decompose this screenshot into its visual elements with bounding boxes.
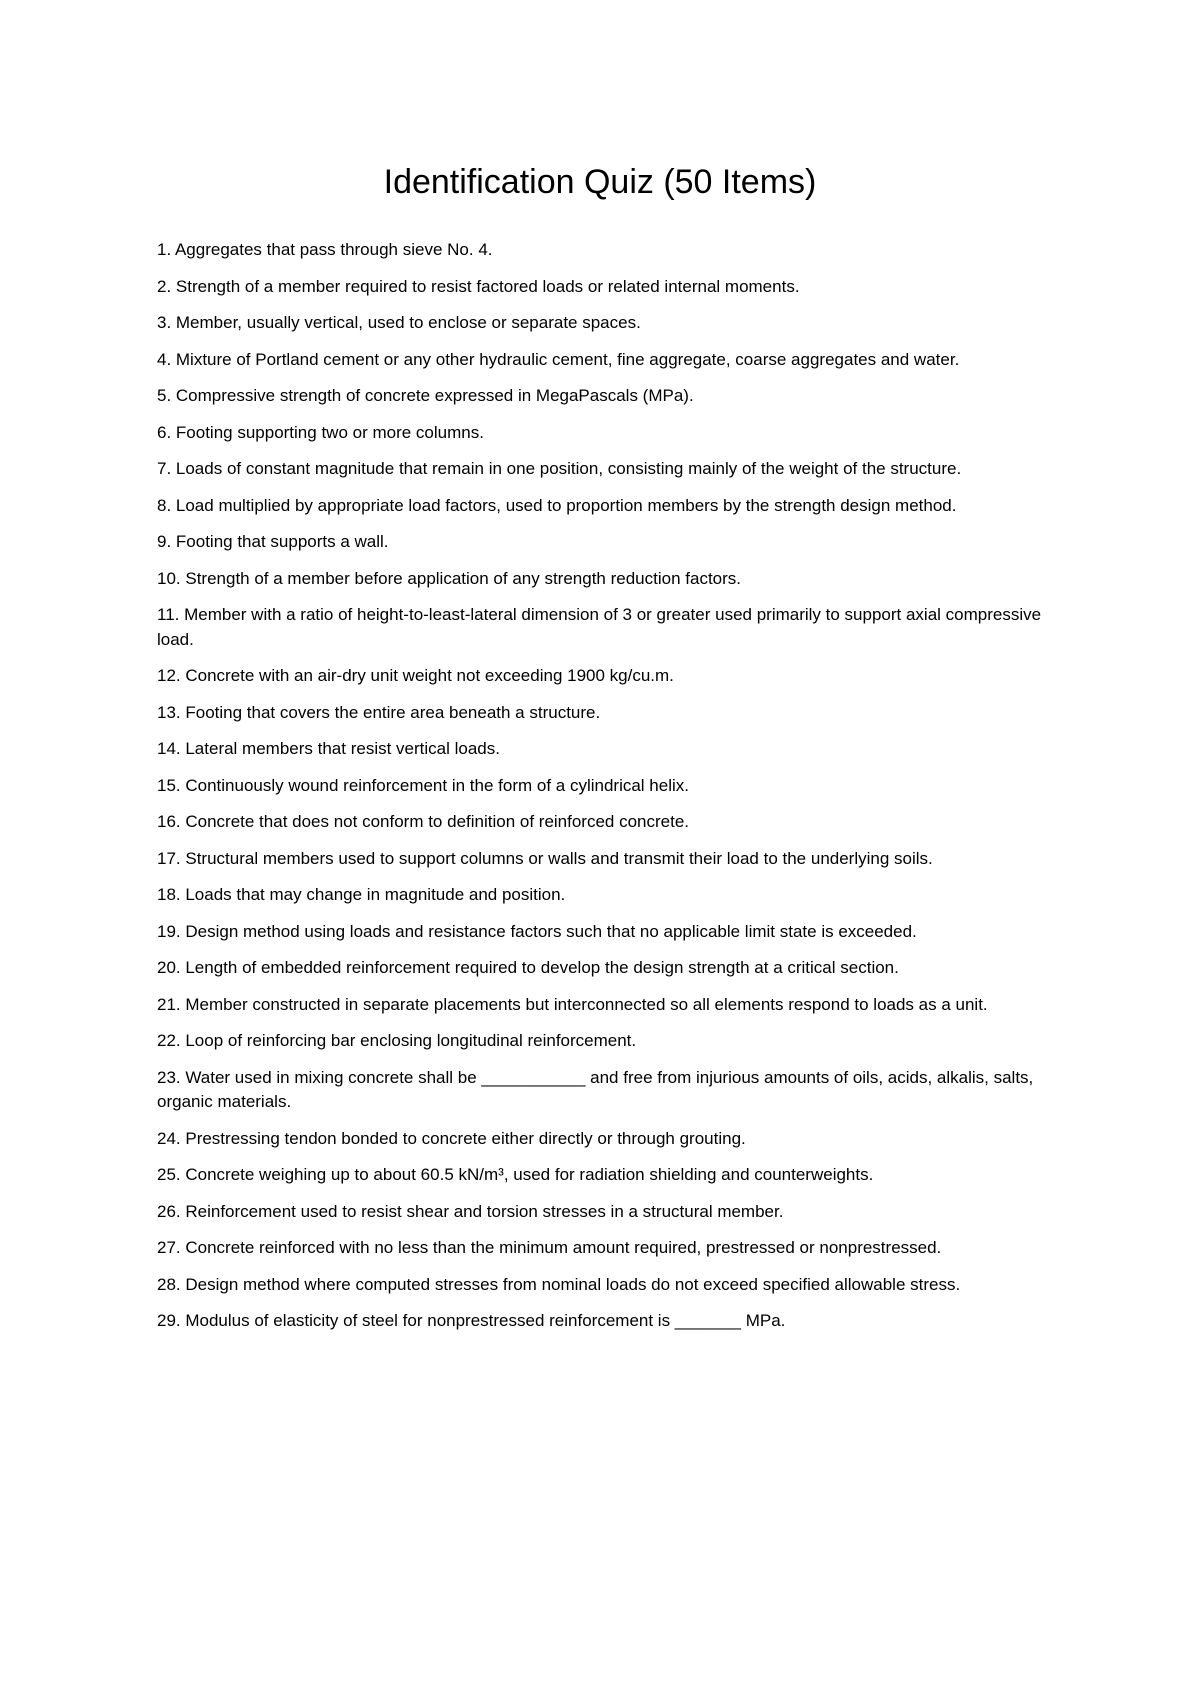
question-item: 2. Strength of a member required to resist factored loads or related internal moments.: [157, 276, 800, 296]
question-item: 28. Design method where computed stresses from nominal loads do not exceed specified allowable stress.: [157, 1274, 961, 1294]
page-title: Identification Quiz (50 Items): [383, 163, 817, 201]
question-item: 23. Water used in mixing concrete shall be ___________ and free from injurious amounts of oils, acids, alkalis, salts, organic materials.: [157, 1067, 1034, 1111]
question-item: 22. Loop of reinforcing bar enclosing longitudinal reinforcement.: [157, 1031, 637, 1050]
question-item: 20. Length of embedded reinforcement required to develop the design strength at a critical section.: [157, 958, 899, 977]
question-item: 8. Load multiplied by appropriate load factors, used to proportion members by the strength design method.: [157, 495, 957, 515]
question-item: 18. Loads that may change in magnitude and position.: [157, 885, 566, 904]
question-item: 25. Concrete weighing up to about 60.5 kN/m³, used for radiation shielding and counterweights.: [157, 1165, 874, 1184]
question-item: 17. Structural members used to support columns or walls and transmit their load to the underlying soils.: [157, 848, 933, 868]
question-item: 19. Design method using loads and resistance factors such that no applicable limit state is exceeded.: [157, 921, 917, 941]
question-item: 27. Concrete reinforced with no less than the minimum amount required, prestressed or nonprestressed.: [157, 1238, 942, 1257]
question-item: 11. Member with a ratio of height-to-least-lateral dimension of 3 or greater used primarily to support axial compressive load.: [157, 605, 1042, 649]
question-item: 13. Footing that covers the entire area beneath a structure.: [157, 702, 601, 722]
question-item: 15. Continuously wound reinforcement in the form of a cylindrical helix.: [157, 775, 689, 795]
question-item: 10. Strength of a member before application of any strength reduction factors.: [157, 568, 742, 588]
question-item: 12. Concrete with an air-dry unit weight not exceeding 1900 kg/cu.m.: [157, 666, 674, 685]
question-item: 9. Footing that supports a wall.: [157, 532, 389, 551]
question-item: 4. Mixture of Portland cement or any other hydraulic cement, fine aggregate, coarse aggregates and water.: [157, 349, 960, 369]
question-item: 5. Compressive strength of concrete expressed in MegaPascals (MPa).: [157, 386, 694, 405]
question-item: 1. Aggregates that pass through sieve No. 4.: [157, 240, 493, 259]
question-item: 3. Member, usually vertical, used to enclose or separate spaces.: [157, 313, 641, 332]
question-list: [157, 238, 1057, 1346]
question-item: 24. Prestressing tendon bonded to concrete either directly or through grouting.: [157, 1128, 746, 1148]
question-item: 29. Modulus of elasticity of steel for nonprestressed reinforcement is _______ MPa.: [157, 1311, 786, 1330]
question-item: 6. Footing supporting two or more columns.: [157, 422, 484, 442]
question-item: 7. Loads of constant magnitude that remain in one position, consisting mainly of the weight of the structure.: [157, 459, 962, 478]
question-item: 14. Lateral members that resist vertical loads.: [157, 739, 500, 758]
question-item: 26. Reinforcement used to resist shear and torsion stresses in a structural member.: [157, 1201, 784, 1221]
question-item: 16. Concrete that does not conform to definition of reinforced concrete.: [157, 812, 690, 831]
question-item: 21. Member constructed in separate placements but interconnected so all elements respond to loads as a unit.: [157, 994, 988, 1014]
